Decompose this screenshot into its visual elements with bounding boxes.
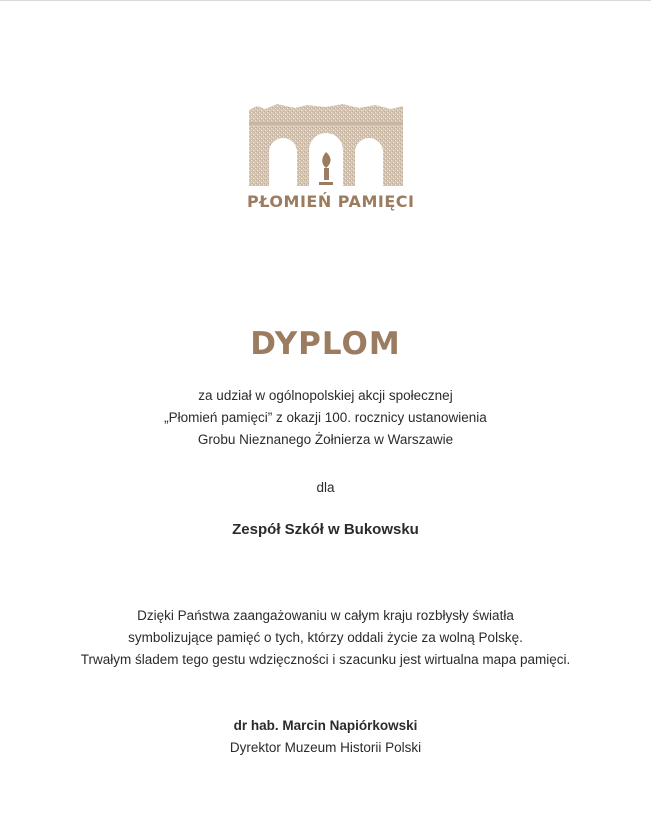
- signatory-title: Dyrektor Muzeum Historii Polski: [229, 740, 422, 755]
- body-line: Dzięki Państwa zaangażowaniu w całym kraju rozbłysły światła: [137, 608, 514, 623]
- body-line: symbolizujące pamięć o tych, którzy oddali życie za wolną Polskę.: [128, 630, 523, 645]
- recipient-name: Zespół Szkół w Bukowsku: [232, 521, 419, 538]
- signatory-name: dr hab. Marcin Napiórkowski: [233, 718, 418, 733]
- body-line: Trwałym śladem tego gestu wdzięczności i szacunku jest wirtualna mapa pamięci.: [80, 652, 571, 667]
- plomien-pamieci-logo: [247, 100, 415, 216]
- tomb-arcade-icon: [247, 100, 405, 190]
- intro-line: „Płomień pamięci” z okazji 100. rocznicy ustanowienia: [164, 410, 487, 425]
- for-label: dla: [316, 480, 335, 495]
- flame-icon: [322, 152, 330, 168]
- logo-wordmark: PŁOMIEŃ PAMIĘCI: [247, 192, 415, 211]
- intro-line: za udział w ogólnopolskiej akcji społecznej: [198, 388, 453, 403]
- diploma-title: DYPLOM: [250, 326, 401, 362]
- intro-line: Grobu Nieznanego Żołnierza w Warszawie: [197, 432, 454, 447]
- top-divider: [0, 0, 651, 1]
